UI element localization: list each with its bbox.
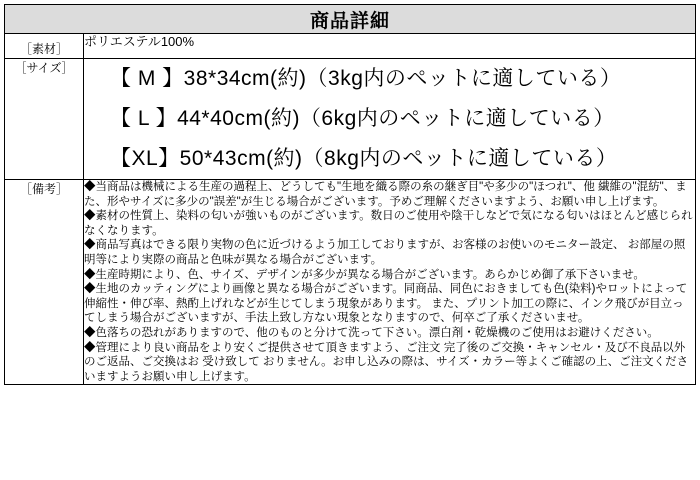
row-label-material: [5, 34, 84, 59]
note-line: ◆素材の性質上、染料の匂いが強いものがございます。数日のご使用や陰干しなどで気になる匂いはほとんど感じられなくなります。: [84, 210, 693, 237]
table-row-notes: [5, 180, 696, 385]
row-label-notes-text: ［備考］: [19, 182, 68, 196]
note-line: ◆生産時期により、色、サイズ、デザインが多少が異なる場合がございます。あらかじめ御了承下さいませ。: [84, 268, 645, 281]
row-value-material: [84, 34, 696, 59]
row-value-size: [84, 59, 696, 180]
row-label-material-text: ［素材］: [19, 42, 68, 56]
note-line: ◆商品写真はできる限り実物の色に近づけるよう加工しておりますが、お客様のお使いのモニター設定、 お部屋の照明等により実際の商品と色味が異なる場合がございます。: [84, 239, 686, 266]
page-title: [4, 4, 696, 33]
size-line-xl: 【XL】50*43cm(約)（8kg内のペットに適している）: [110, 147, 618, 170]
table-row-material: [5, 34, 696, 59]
note-line: ◆管理により良い商品をより安くご提供させて頂きますよう、ご注文 完了後のご交換・キャンセル・及び不良品以外のご返品、ご交換はお 受け致して おりません。お申し込みの際は、サイズ・カラー等よくご確認の上、ご注文くださいますようお願い申し上げます。: [84, 341, 689, 383]
row-label-size-text: ［サイズ］: [14, 61, 74, 75]
size-line-m: 【 M 】38*34cm(約)（3kg内のペットに適している）: [110, 67, 622, 90]
note-line: ◆色落ちの恐れがありますので、他のものと分けて洗って下さい。漂白剤・乾燥機のご使用はお避けください。: [84, 326, 659, 339]
page-title-text: 商品詳細: [309, 10, 390, 32]
product-detail-table: [4, 33, 696, 385]
row-value-notes: [84, 180, 696, 385]
note-line: ◆生地のカッティングにより画像と異なる場合がございます。同商品、同色におきましても色(染料)やロットによって伸縮性・伸び率、熱酌上げれなどが生じてしまう現象があります。 また、プリント加工の際に、インク飛びが目立ってしまう場合がございますが、手法上致し方ない現象となりますので、何卒ご了承くださいませ。: [84, 283, 688, 325]
note-line: ◆当商品は機械による生産の過程上、どうしても"生地を織る際の糸の継ぎ目"や多少の"ほつれ"、他 繊維の"混紡"、また、形やサイズに多少の"誤差"が生じる場合がございます。予めご理解くださいますよう、お願い申し上げます。: [84, 181, 687, 208]
table-row-size: [5, 59, 696, 180]
size-line-l: 【 L 】44*40cm(約)（6kg内のペットに適している）: [110, 107, 615, 130]
row-label-notes: [5, 180, 84, 385]
material-value-text: ポリエステル100%: [84, 34, 195, 49]
row-label-size: [5, 59, 84, 180]
